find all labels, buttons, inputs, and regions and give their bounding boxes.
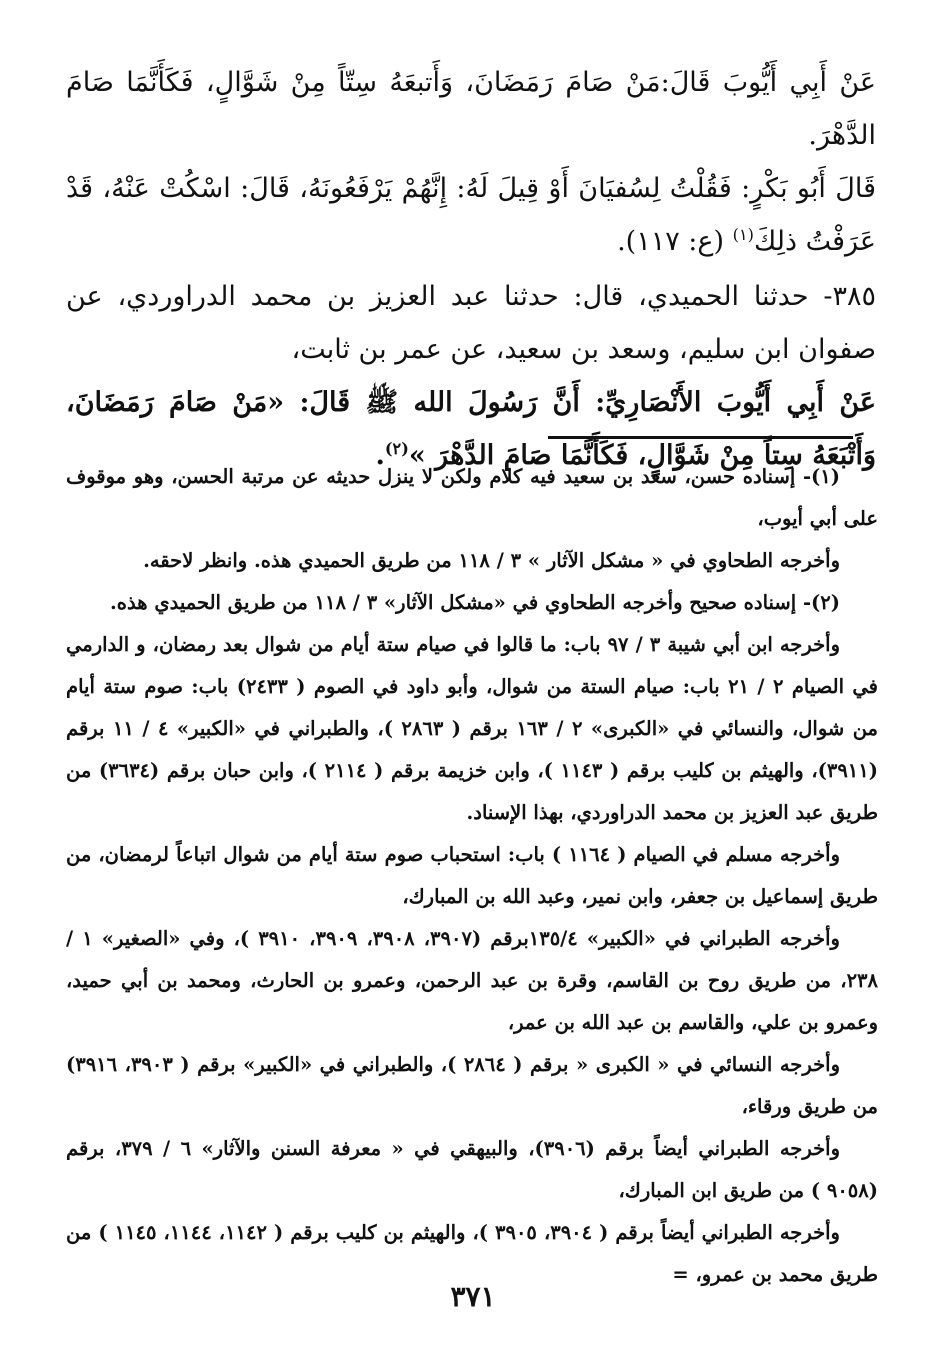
footnote-2-d: وأخرجه الطبراني في «الكبير» ١٣٥/٤برقم (٣٩٠٧، ٣٩٠٨، ٣٩٠٩، ٣٩١٠ )، وفي «الصغير» ١ / ٢٣٨، من طريق روح بن القاسم، وقرة بن عبد الرحمن، وعمرو بن الحارث، ومحمد بن أبي حميد، وعمرو بن علي، والقاسم بن عبد الله بن عمر، [66, 927, 878, 1034]
footnote-1-a: (١)- إسناده حسن، سعد بن سعيد فيه كلام ولكن لا ينزل حديثه عن مرتبة الحسن، وهو موقوف على أبي أيوب، [66, 465, 878, 530]
main-line-2-text: قَالَ أَبُو بَكْرٍ: فَقُلْتُ لِسُفيَانَ أَوْ قِيلَ لَهُ: إِنَّهُمْ يَرْفَعُونَهُ، قَالَ: اسْكُتْ عَنْهُ، قَدْ عَرَفْتُ ذلِكَ [66, 173, 876, 257]
main-line-2-end: (ع: ١١٧). [617, 226, 733, 257]
page-number: ٣٧١ [450, 1280, 496, 1313]
narration-end: . [375, 440, 385, 471]
main-line-2 [66, 162, 876, 268]
footnote-ref-1[interactable]: (١) [732, 225, 754, 244]
main-line-1: عَنْ أَبِي أَيُّوبَ قَالَ:مَنْ صَامَ رَمَضَانَ، وَأَتبعَهُ سِتّاً مِنْ شَوَّالٍ، فَكَأَنَّمَا صَامَ الدَّهْرَ. [66, 67, 876, 151]
footnote-2-b: وأخرجه ابن أبي شيبة ٣ / ٩٧ باب: ما قالوا في صيام ستة أيام من شوال بعد رمضان، و الدارمي في الصيام ٢ / ٢١ باب: صيام الستة من شوال، وأبو داود في الصوم ( ٢٤٣٣) باب: صوم ستة أيام من شوال، والنسائي في «الكبرى» ٢ / ١٦٣ برقم ( ٢٨٦٣ )، والطبراني في «الكبير» ٤ / ١١ برقم (٣٩١١)، والهيثم بن كليب برقم ( ١١٤٣ )، وابن خزيمة برقم ( ٢١١٤ )، وابن حبان برقم (٣٦٣٤) من طريق عبد العزيز بن محمد الدراوردي، بهذا الإسناد. [66, 633, 878, 824]
footnote-1-b: وأخرجه الطحاوي في « مشكل الآثار » ٣ / ١١٨ من طريق الحميدي هذه. وانظر لاحقه. [143, 549, 840, 572]
footnote-2-f: وأخرجه الطبراني أيضاً برقم (٣٩٠٦)، والبيهقي في « معرفة السنن والآثار» ٦ / ٣٧٩، برقم (٩٠٥٨ ) من طريق ابن المبارك، [66, 1137, 878, 1202]
footnote-ref-2[interactable]: (٢) [384, 439, 409, 458]
footnote-2-g: وأخرجه الطبراني أيضاً برقم ( ٣٩٠٤، ٣٩٠٥ )، والهيثم بن كليب برقم ( ١١٤٢، ١١٤٤، ١١٤٥ ) من طريق محمد بن عمرو، = [66, 1221, 878, 1286]
footnote-2-c: وأخرجه مسلم في الصيام ( ١١٦٤ ) باب: استحباب صوم ستة أيام من شوال اتباعاً لرمضان، من طريق إسماعيل بن جعفر، وابن نمير، وعبد الله بن المبارك، [66, 843, 878, 908]
footnotes [66, 456, 878, 1296]
footnote-2-a: (٢)- إسناده صحيح وأخرجه الطحاوي في «مشكل الآثار» ٣ / ١١٨ من طريق الحميدي هذه. [110, 591, 840, 614]
hadith-intro: ٣٨٥- حدثنا الحميدي، قال: حدثنا عبد العزيز بن محمد الدراوردي، عن صفوان ابن سليم، وسعد بن سعيد، عن عمر بن ثابت، [66, 281, 876, 365]
main-text [66, 56, 876, 482]
footnote-2-e: وأخرجه النسائي في « الكبرى « برقم ( ٢٨٦٤ )، والطبراني في «الكبير» برقم ( ٣٩٠٣، ٣٩١٦) من طريق ورقاء، [66, 1053, 878, 1118]
narration-text: عَنْ أَبِي أَيُّوبَ الأَنْصَارِيِّ: أَنَّ رَسُولَ الله ﷺ قَالَ: «مَنْ صَامَ رَمَضَانَ، وَأَتْبَعَهُ سِتاً مِنْ شَوَّالٍ، فَكَأَنَّمَا صَامَ الدَّهْرَ » [66, 387, 876, 471]
footnote-divider [548, 436, 853, 439]
